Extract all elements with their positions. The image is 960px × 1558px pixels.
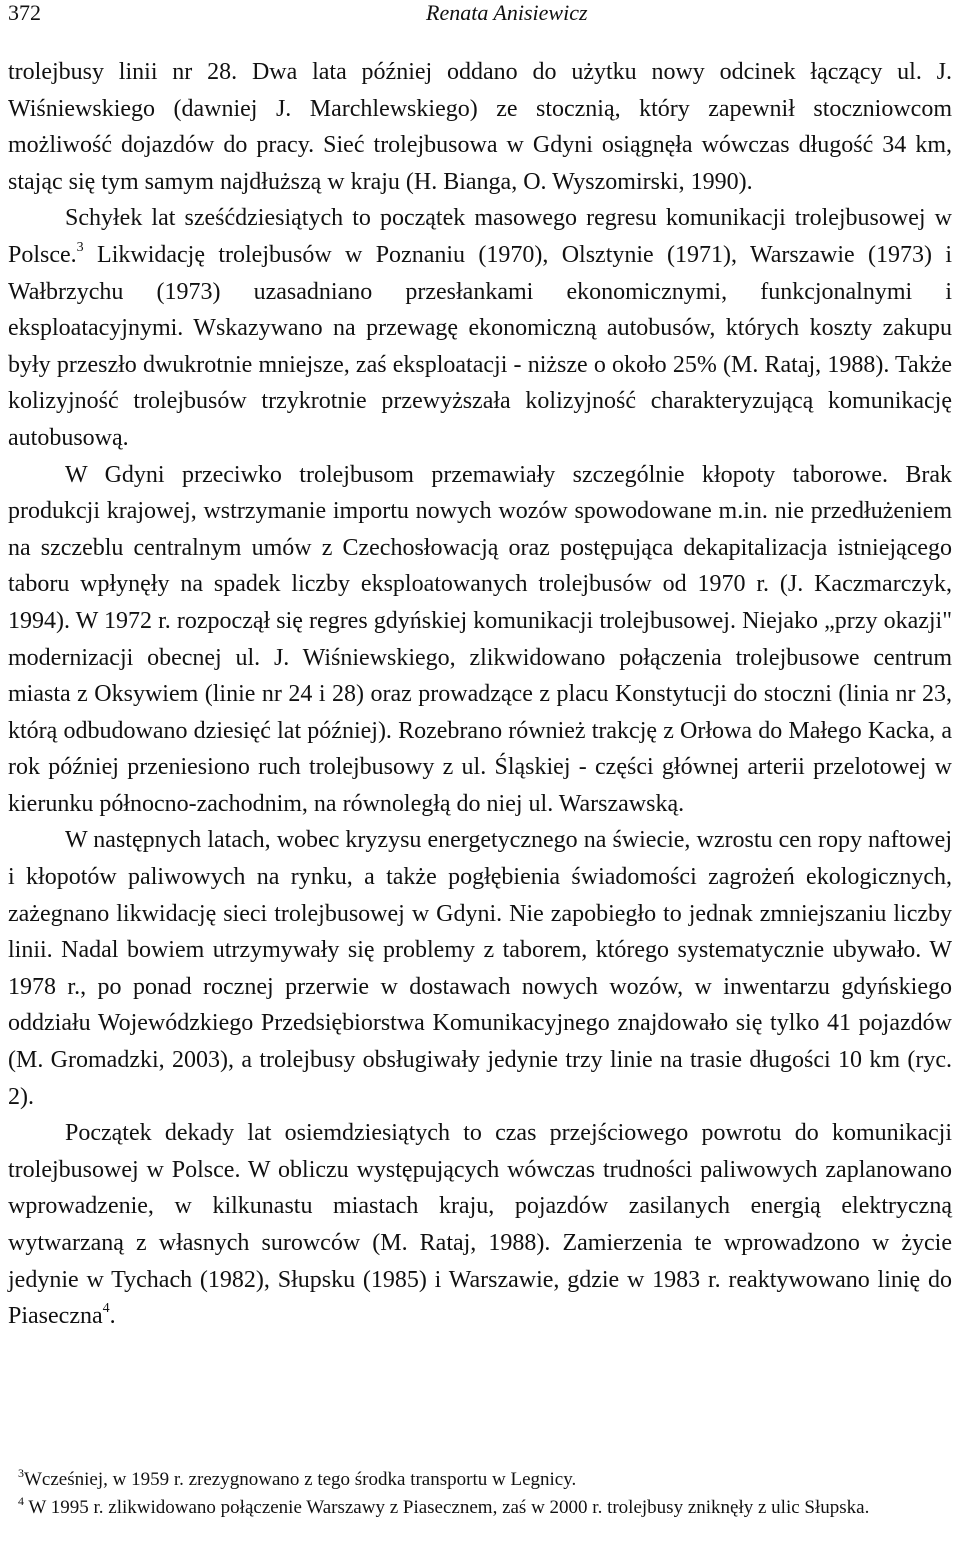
paragraph [8,822,952,1115]
footnote-ref: 3 [76,239,84,255]
footnote-text: W 1995 r. zlikwidowano połączenie Warszawy z Piasecznem, zaś w 2000 r. trolejbusy zniknęły z ulic Słupska. [24,1497,870,1518]
footnote-number: 3 [18,1465,24,1480]
paragraph-text: Likwidację trolejbusów w Poznaniu (1970), Olsztynie (1971), Warszawie (1973) i Wałbrzychu (1973) uzasadniano przesłankami ekonomicznymi, funkcjonalnymi i eksploatacyjnymi. Wskazywano na przewagę ekonomiczną autobusów, których koszty zakupu były przeszło dwukrotnie mniejsze, zaś eksploatacji - niższe o około 25% (M. Rataj, 1988). Także kolizyjność trolejbusów trzykrotnie przewyższała kolizyjność charakteryzującą komunikację autobusową. [8,241,952,451]
page-number: 372 [8,0,41,25]
paragraph-text: trolejbusy linii nr 28. Dwa lata później oddano do użytku nowy odcinek łączący ul. J. Wiśniewskiego (dawniej J. Marchlewskiego) ze stocznią, który zapewnił stoczniowcom możliwość dojazdów do pracy. Sieć trolejbusowa w Gdyni osiągnęła wówczas długość 34 km, stając się tym samym najdłuższą w kraju (H. Bianga, O. Wyszomirski, 1990). [8,59,952,195]
paragraph-text: Początek dekady lat osiemdziesiątych to czas przejściowego powrotu do komunikacji trolejbusowej w Polsce. W obliczu występujących wówczas trudności paliwowych zaplanowano wprowadzenie, w kilkunastu miastach kraju, pojazdów zasilanych energią elektryczną wytwarzaną z własnych surowców (M. Rataj, 1988). Zamierzenia te wprowadzono w życie jedynie w Tychach (1982), Słupsku (1985) i Warszawie, gdzie w 1983 r. reaktywowano linię do Piaseczna [8,1120,952,1330]
body-text [8,54,952,1335]
paragraph-text: W Gdyni przeciwko trolejbusom przemawiały szczególnie kłopoty taborowe. Brak produkcji krajowej, wstrzymanie importu nowych wozów spowodowane m.in. nie przedłużeniem na szczeblu centralnym umów z Czechosłowacją oraz postępująca dekapitalizacja istniejącego taboru wpłynęły na spadek liczby eksploatowanych trolejbusów od 1970 r. (J. Kaczmarczyk, 1994). W 1972 r. rozpoczął się regres gdyńskiej komunikacji trolejbusowej. Niejako „przy okazji" modernizacji obecnej ul. J. Wiśniewskiego, zlikwidowano połączenia trolejbusowe centrum miasta z Oksywiem (linie nr 24 i 28) oraz prowadzące z placu Konstytucji do stoczni (linia nr 23, którą odbudowano dziesięć lat później). Rozebrano również trakcję z Orłowa do Małego Kacka, a rok później przeniesiono ruch trolejbusowy z ul. Śląskiej - części głównej arterii przelotowej w kierunku północno-zachodnim, na równoległą do niej ul. Warszawską. [8,461,952,817]
running-head: Renata Anisiewicz [426,0,588,25]
footnotes [8,1466,952,1522]
paragraph-text: Schyłek lat sześćdziesiątych to początek masowego regresu komunikacji trolejbusowej w Polsce. [8,205,952,268]
paragraph [8,54,952,200]
paragraph-text: . [109,1303,116,1330]
footnote [8,1466,952,1494]
footnote-ref: 4 [102,1301,110,1317]
footnote [8,1494,952,1522]
page-header [8,0,952,30]
paragraph-text: W następnych latach, wobec kryzysu energetycznego na świecie, wzrostu cen ropy naftowej i kłopotów paliwowych na rynku, a także pogłębienia świadomości zagrożeń ekologicznych, zażegnano likwidację sieci trolejbusowej w Gdyni. Nie zapobiegło to jednak zmniejszaniu liczby linii. Nadal bowiem utrzymywały się problemy z taborem, którego systematycznie ubywało. W 1978 r., po ponad rocznej przerwie w dostawach nowych wozów, w inwentarzu gdyńskiego oddziału Wojewódzkiego Przedsiębiorstwa Komunikacyjnego znajdowało się tylko 41 pojazdów (M. Gromadzki, 2003), a trolejbusy obsługiwały jedynie trzy linie na trasie długości 10 km (ryc. 2). [8,827,952,1110]
footnote-number: 4 [18,1493,24,1508]
paragraph [8,200,952,456]
footnote-text: Wcześniej, w 1959 r. zrezygnowano z tego środka transportu w Legnicy. [24,1469,577,1490]
paragraph [8,457,952,823]
paragraph [8,1115,952,1335]
